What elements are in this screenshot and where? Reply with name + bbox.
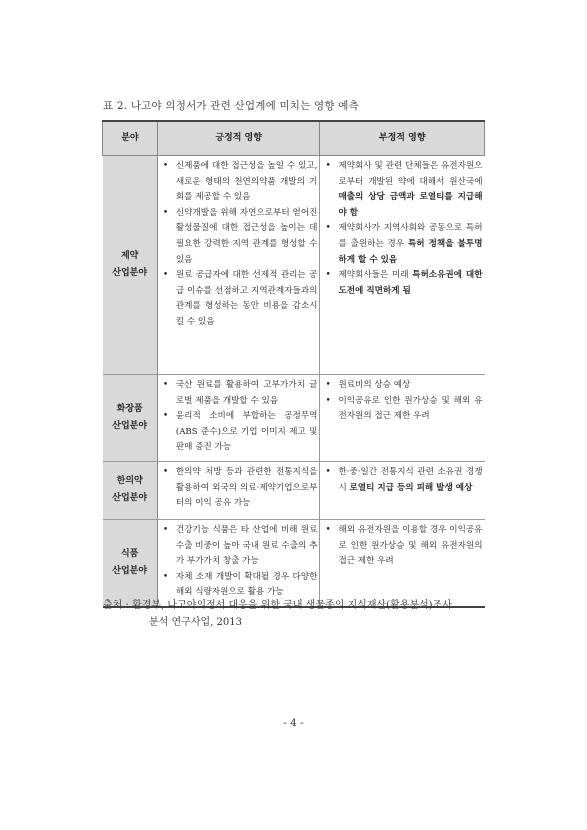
field-cell xyxy=(103,519,158,606)
list-item: • 원료 공급자에 대한 선제적 관리는 공급 이슈를 선점하고 지역관계자들과의 관계를 형성하는 동안 비용을 감소시킬 수 있음 xyxy=(160,268,318,330)
field-label: 산업분야 xyxy=(112,493,148,504)
field-cell xyxy=(103,156,158,375)
positive-cell xyxy=(157,519,320,606)
table-header-row xyxy=(103,121,485,156)
positive-cell xyxy=(157,461,320,519)
source-line: 분석 연구사업, 2013 xyxy=(149,617,242,628)
field-cell xyxy=(103,461,158,519)
list-item: • 제약회사 및 관련 단체들은 유전자원으로부터 개발된 약에 대해서 원산국에 매출의 상당 금액과 로열티를 지급해야 함 xyxy=(322,159,482,221)
field-label: 화장품 xyxy=(116,403,143,414)
list-item: • 해외 유전자원을 이용할 경우 이익공유로 인한 원가상승 및 해외 유전자원의 접근 제한 우려 xyxy=(322,523,482,570)
list-item: • 자체 소재 개발이 확대될 경우 다양한 해외 식량자원으로 활용 가능 xyxy=(160,570,318,601)
negative-cell xyxy=(320,375,485,462)
field-label: 산업분야 xyxy=(112,268,148,278)
field-cell xyxy=(103,375,158,462)
list-item: • 건강기능 식품은 타 산업에 비해 원료 수출 비중이 높아 국내 원료 수출의 추가 부가가치 창출 가능 xyxy=(160,523,318,570)
table-row xyxy=(103,519,485,606)
negative-cell xyxy=(320,461,485,519)
negative-cell xyxy=(320,519,485,606)
positive-cell xyxy=(157,156,320,375)
list-item: • 이익공유로 인한 원가상승 및 해외 유전자원의 접근 제한 우려 xyxy=(322,394,482,425)
field-label: 한의약 xyxy=(116,476,143,487)
header-negative: 부정적 영향 xyxy=(320,121,485,156)
source-citation xyxy=(103,597,452,631)
list-item: • 윤리적 소비에 부합하는 공정무역(ABS 준수)으로 기업 이미지 제고 및 판매 증진 가능 xyxy=(160,409,318,456)
negative-cell xyxy=(320,156,485,375)
list-item: • 제약회사가 지역사회와 공동으로 특허를 출원하는 경우 특허 정책을 불투명하게 할 수 있음 xyxy=(322,221,482,268)
list-item: • 원료비의 상승 예상 xyxy=(322,378,482,394)
list-item: • 신제품에 대한 접근성을 높일 수 있고, 새로운 형태의 천연의약품 개발의 기회를 제공할 수 있음 xyxy=(160,159,318,206)
table-row xyxy=(103,375,485,462)
table-caption: 표 2. 나고야 의정서가 관련 산업계에 미치는 영향 예측 xyxy=(103,100,359,112)
page-number: - 4 - xyxy=(283,717,304,729)
list-item: • 국산 원료를 활용하여 고부가가치 글로벌 제품을 개발할 수 있음 xyxy=(160,378,318,409)
source-line: 출처 : 환경부, 나고야의정서 대응을 위한 국내 생물종의 지식재산(활용분석)조사 xyxy=(103,600,452,611)
field-label: 제약 xyxy=(120,251,139,261)
impact-table xyxy=(102,120,485,608)
list-item: • 제약회사들은 미래 특허소유권에 대한 도전에 직면하게 됨 xyxy=(322,268,482,299)
field-label: 산업분야 xyxy=(112,420,148,431)
list-item: • 신약개발을 위해 자연으로부터 얻어진 활성물질에 대한 접근성을 높이는 데 필요한 강력한 지역 관계를 형성할 수 있음 xyxy=(160,206,318,268)
list-item: • 한·중·일간 전통지식 관련 소유권 경쟁 시 로열티 지급 등의 피해 발생 예상 xyxy=(322,465,482,496)
header-field: 분야 xyxy=(103,121,158,156)
field-label: 산업분야 xyxy=(112,565,148,576)
table-row xyxy=(103,156,485,375)
field-label: 식품 xyxy=(120,548,139,559)
table-row xyxy=(103,461,485,519)
list-item: • 한의약 처방 등과 관련한 전통지식을 활용하여 외국의 의료·제약기업으로부터의 이익 공유 가능 xyxy=(160,465,318,512)
header-positive: 긍정적 영향 xyxy=(157,121,320,156)
positive-cell xyxy=(157,375,320,462)
